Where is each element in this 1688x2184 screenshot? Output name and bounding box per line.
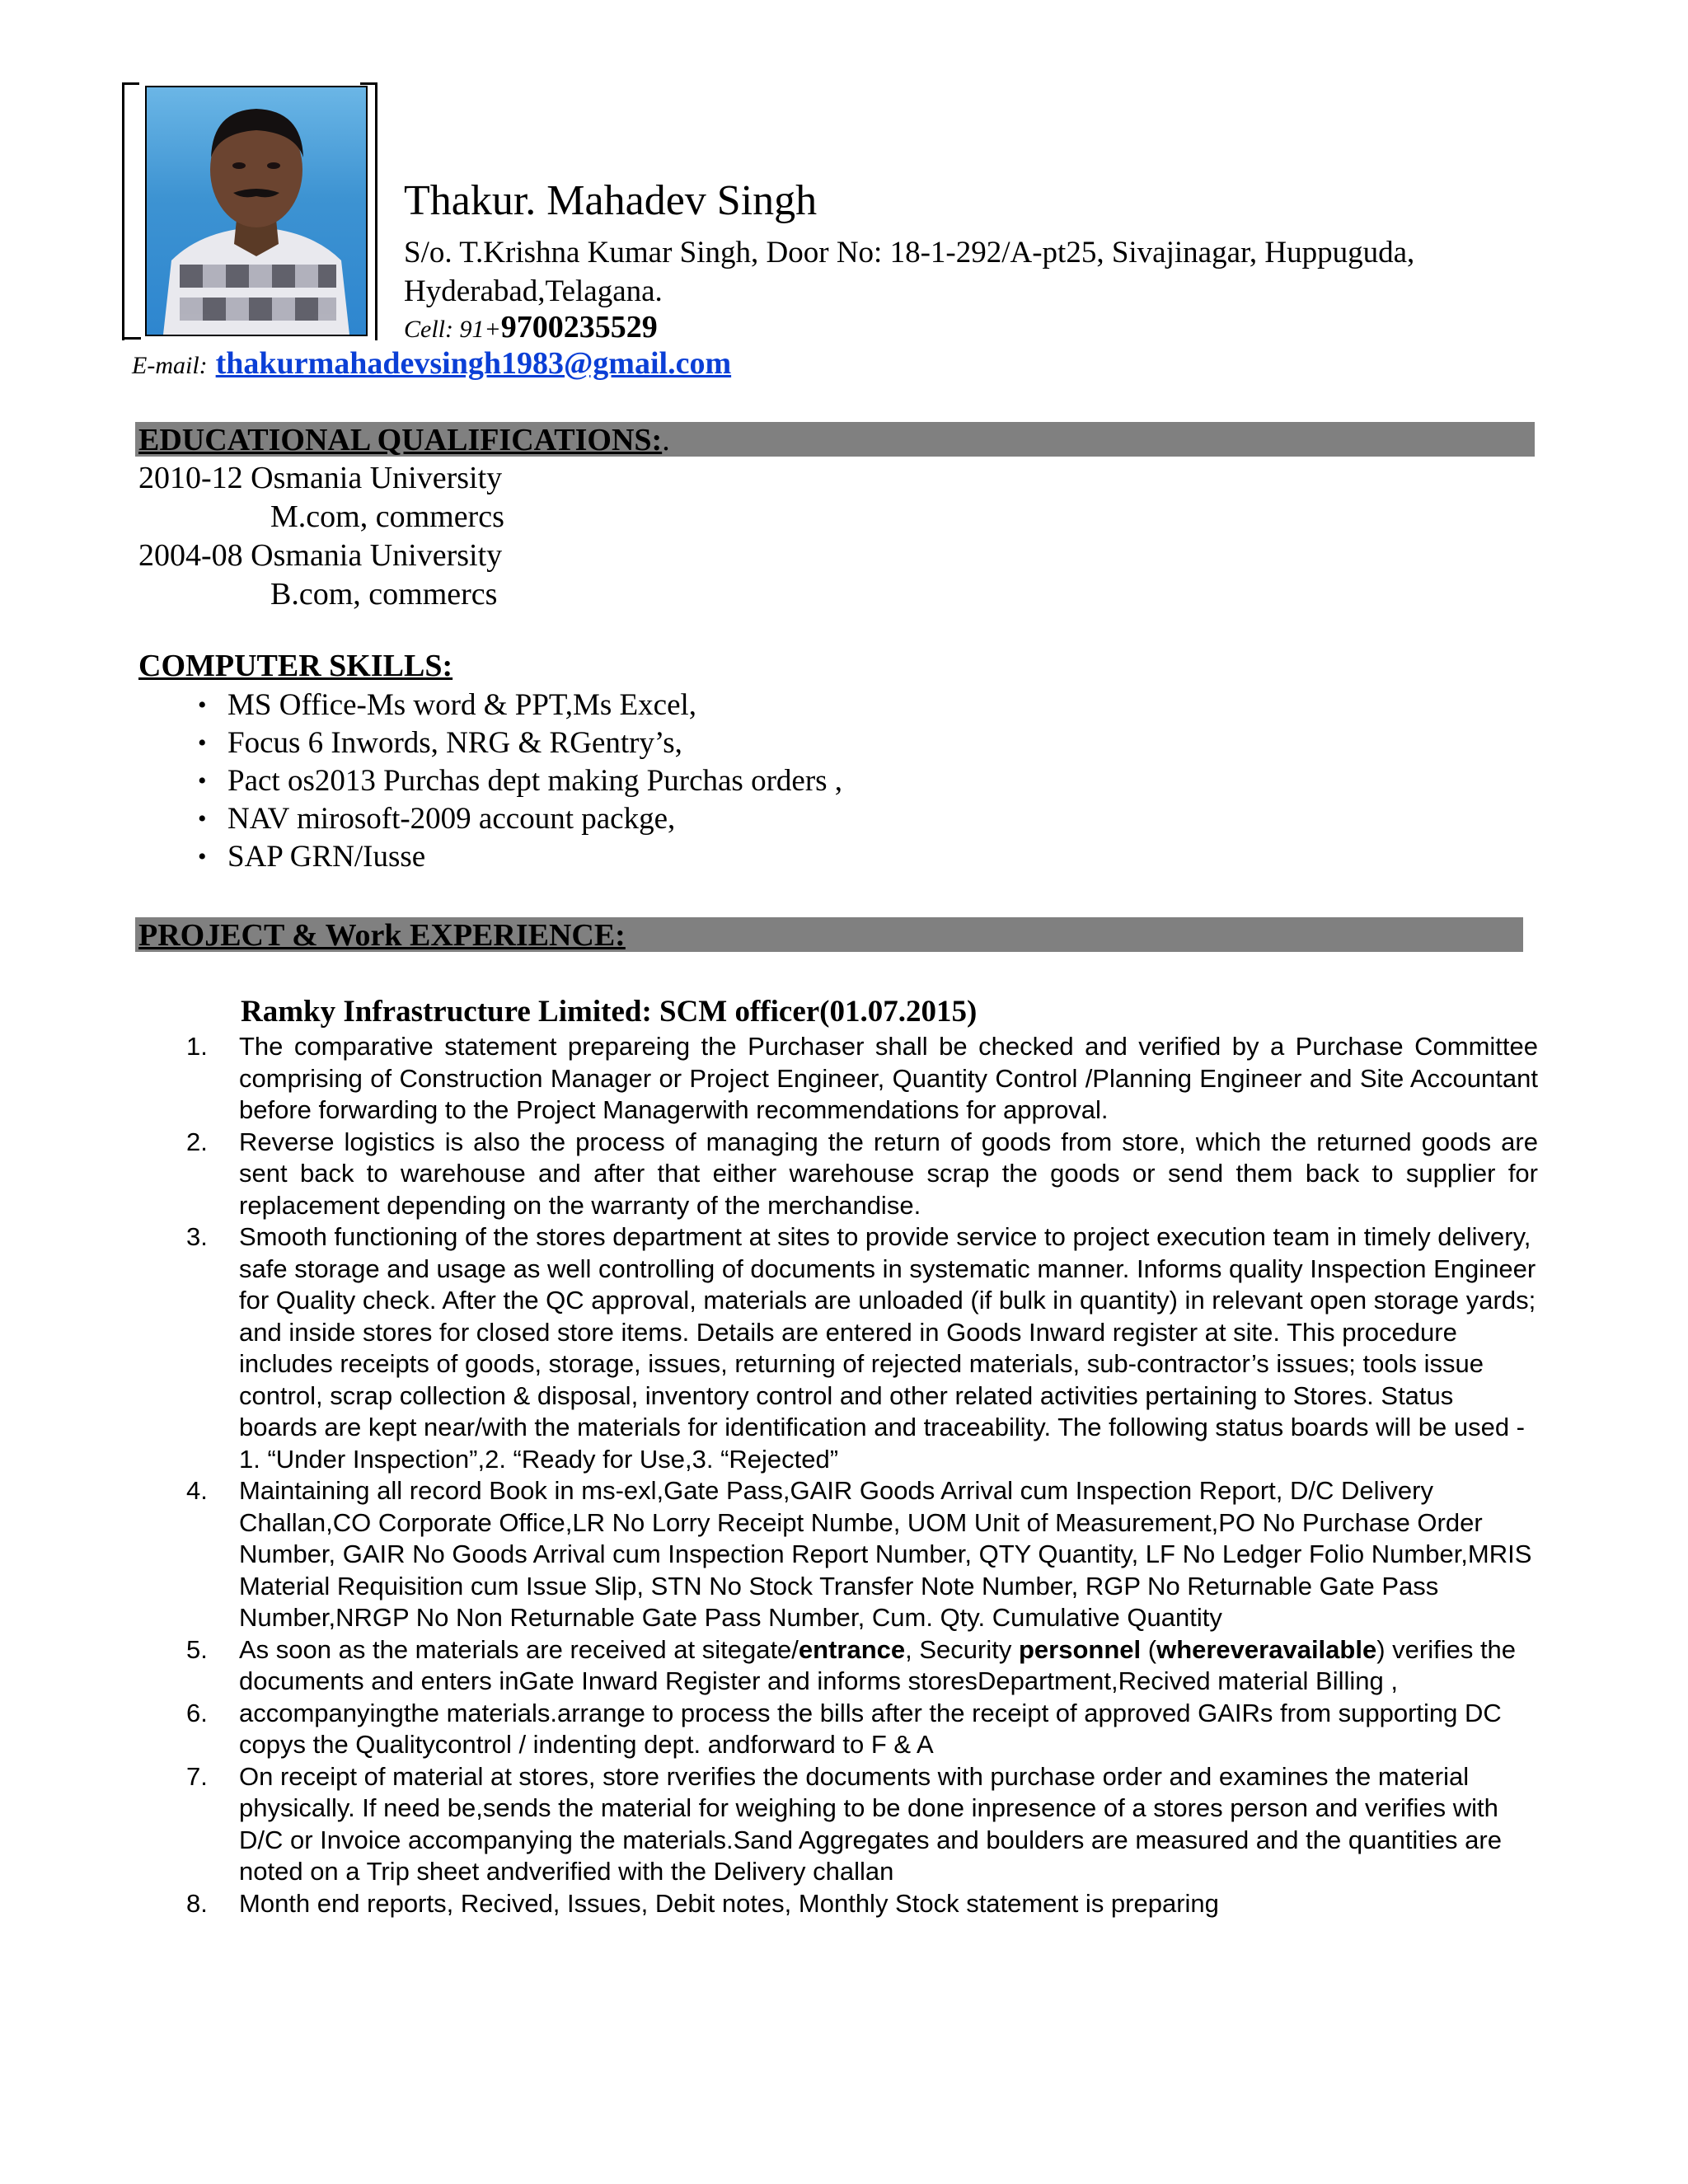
experience-item xyxy=(186,1031,1538,1127)
experience-item xyxy=(186,1475,1538,1634)
item-number: 4. xyxy=(186,1476,208,1505)
address-line-2: Hyderabad,Telagana. xyxy=(404,274,663,308)
item-text-part: , Security xyxy=(905,1634,1019,1664)
item-number: 6. xyxy=(186,1698,208,1727)
item-text: Reverse logistics is also the process of managing the return of goods from store, which the returned goods are sent back to warehouse and after that either warehouse scrap the goods or send them back to supplier for replacement depending on the warranty of the merchandise. xyxy=(239,1127,1538,1220)
skills-section-title: COMPUTER SKILLS: xyxy=(138,649,453,683)
skill-item: • Pact os2013 Purchas dept making Purchas orders , xyxy=(198,762,842,800)
item-number: 8. xyxy=(186,1888,208,1918)
email-row xyxy=(132,345,731,382)
experience-item xyxy=(186,1888,1538,1920)
item-text-bold: whereveravailable xyxy=(1156,1634,1377,1664)
skill-item: • NAV mirosoft-2009 account packge, xyxy=(198,800,842,838)
item-text-part: ) verifies the documents and enters inGate Inward Register and informs storesDepartment,Recived material Billing , xyxy=(239,1634,1517,1695)
cell-phone xyxy=(404,309,658,345)
frame-bracket-left xyxy=(122,82,139,340)
education-years: 2010-12 xyxy=(138,461,243,495)
item-text: Smooth functioning of the stores department at sites to provide service to project execution team in timely delivery, safe storage and usage as well controlling of documents in systematic manner. Informs quality Inspection Engineer for Quality check. After the QC approval, materials are unloaded (if bulk in quantity) in relevant open storage yards; and inside stores for closed store items. Details are entered in Goods Inward register at site. This procedure includes receipts of goods, storage, issues, returning of rejected materials, sub-contractor’s issues; tools issue control, scrap collection & disposal, inventory control and other related activities pertaining to Stores. Status boards are kept near/with the materials for identification and traceability. The following status boards will be used - 1. “Under Inspection”,2. “Ready for Use,3. “Rejected” xyxy=(239,1222,1536,1474)
item-text: Maintaining all record Book in ms-exl,Gate Pass,GAIR Goods Arrival cum Inspection Report, D/C Delivery Challan,CO Corporate Office,LR No Lorry Receipt Numbe, UOM Unit of Measurement,PO No Purchase Order Number, GAIR No Goods Arrival cum Inspection Report Number, QTY Quantity, LF No Ledger Folio Number,MRIS Material Requisition cum Issue Slip, STN No Stock Transfer Note Number, RGP No Returnable Gate Pass Number,NRGP No Non Returnable Gate Pass Number, Cum. Qty. Cumulative Quantity xyxy=(239,1476,1532,1632)
item-number: 2. xyxy=(186,1127,208,1156)
experience-item xyxy=(186,1127,1538,1222)
education-degree: M.com, commercs xyxy=(270,499,504,534)
experience-section-title: PROJECT & Work EXPERIENCE: xyxy=(138,918,626,953)
item-text: accompanyingthe materials.arrange to process the bills after the receipt of approved GAIRs from supporting DC copys the Qualitycontrol / indenting dept. andforward to F & A xyxy=(239,1698,1502,1759)
item-text: The comparative statement prepareing the Purchaser shall be checked and verified by a Purchase Committee comprising of Construction Manager or Project Engineer, Quantity Control /Planning Engineer and Site Accountant before forwarding to the Project Managerwith recommendations for approval. xyxy=(239,1032,1538,1124)
skill-item: • MS Office-Ms word & PPT,Ms Excel, xyxy=(198,687,842,724)
company-heading: Ramky Infrastructure Limited: SCM officer(01.07.2015) xyxy=(241,995,978,1029)
item-number: 5. xyxy=(186,1634,208,1664)
item-text-part: ( xyxy=(1141,1634,1157,1664)
education-institution: Osmania University xyxy=(251,538,503,573)
item-text-bold: entrance xyxy=(798,1634,906,1664)
item-text: On receipt of material at stores, store rverifies the documents with purchase order and examines the material physically. If need be,sends the material for weighing to be done inpresence of a stores person and verifies with D/C or Invoice accompanying the materials.Sand Aggregates and boulders are measured and the quantities are noted on a Trip sheet andverified with the Delivery challan xyxy=(239,1761,1502,1886)
skill-item: • Focus 6 Inwords, NRG & RGentry’s, xyxy=(198,724,842,762)
item-text-part: As soon as the materials are received at sitegate/ xyxy=(239,1634,799,1664)
education-years: 2004-08 xyxy=(138,538,243,573)
item-text: Month end reports, Recived, Issues, Debit notes, Monthly Stock statement is preparing xyxy=(239,1888,1219,1918)
education-degree: B.com, commercs xyxy=(270,577,498,612)
experience-item xyxy=(186,1634,1538,1698)
item-number: 7. xyxy=(186,1761,208,1791)
address xyxy=(404,233,1541,311)
email-label: E-mail: xyxy=(132,352,208,379)
education-title-suffix: . xyxy=(662,423,670,457)
education-institution: Osmania University xyxy=(251,461,503,495)
experience-list xyxy=(186,1031,1538,1919)
cell-label: Cell: 91+ xyxy=(404,316,501,343)
item-number: 3. xyxy=(186,1222,208,1251)
address-line-1: S/o. T.Krishna Kumar Singh, Door No: 18-1-292/A-pt25, Sivajinagar, Huppuguda, xyxy=(404,236,1415,269)
item-text xyxy=(239,1635,1516,1696)
skills-list xyxy=(198,687,842,876)
experience-item xyxy=(186,1221,1538,1475)
skill-item: • SAP GRN/Iusse xyxy=(198,838,842,876)
item-number: 1. xyxy=(186,1032,208,1061)
person-portrait-icon xyxy=(147,87,366,335)
candidate-name: Thakur. Mahadev Singh xyxy=(404,177,818,224)
item-text-bold: personnel xyxy=(1018,1634,1142,1664)
education-entry xyxy=(138,459,504,614)
education-section-title xyxy=(138,422,670,458)
profile-photo-frame xyxy=(122,82,377,340)
education-title-text: EDUCATIONAL QUALIFICATIONS: xyxy=(138,423,663,457)
cell-number: 9700235529 xyxy=(500,310,658,344)
experience-item xyxy=(186,1761,1538,1888)
profile-photo xyxy=(145,86,368,336)
frame-bracket-bottom xyxy=(122,322,141,340)
experience-item xyxy=(186,1698,1538,1761)
email-link[interactable]: thakurmahadevsingh1983@gmail.com xyxy=(215,346,732,381)
